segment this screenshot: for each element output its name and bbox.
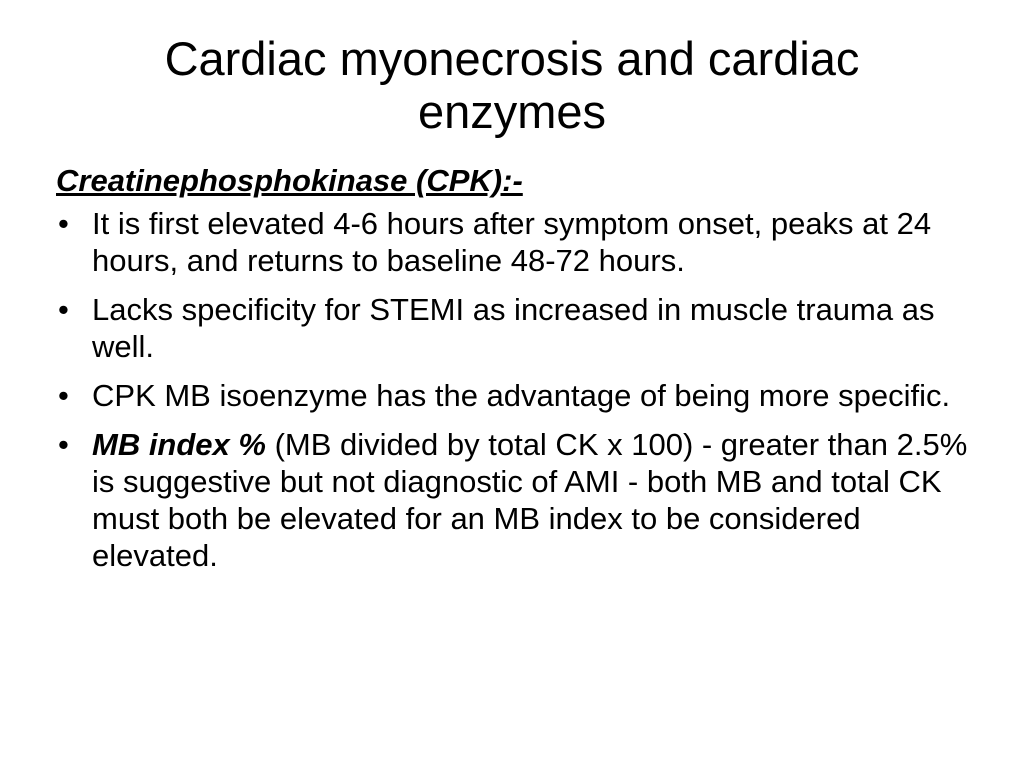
slide-body <box>56 162 986 586</box>
bullet-item-4 <box>56 426 986 574</box>
bullet-item-3 <box>56 377 986 414</box>
bullet-list <box>56 205 986 574</box>
bullet-text: It is first elevated 4-6 hours after symptom onset, peaks at 24 hours, and returns to baseline 48-72 hours. <box>92 206 932 278</box>
bullet-marker: • <box>58 378 69 413</box>
slide-title <box>40 32 984 138</box>
slide-title-line-2: enzymes <box>417 85 607 138</box>
bullet-text: CPK MB isoenzyme has the advantage of being more specific. <box>92 378 951 413</box>
bullet-emphasis-text: MB index % <box>92 427 266 462</box>
bullet-item-2 <box>56 291 986 365</box>
bullet-text: Lacks specificity for STEMI as increased in muscle trauma as well. <box>92 292 935 364</box>
bullet-marker: • <box>58 292 69 327</box>
section-subheading: Creatinephosphokinase (CPK):- <box>56 163 523 198</box>
bullet-marker: • <box>58 427 69 462</box>
slide-title-line-1: Cardiac myonecrosis and cardiac <box>164 32 860 85</box>
bullet-marker: • <box>58 206 69 241</box>
bullet-item-1 <box>56 205 986 279</box>
bullet-text: (MB divided by total CK x 100) - greater than 2.5% is suggestive but not diagnostic of AMI - both MB and total CK must both be elevated for an MB index to be considered elevated. <box>92 427 968 573</box>
